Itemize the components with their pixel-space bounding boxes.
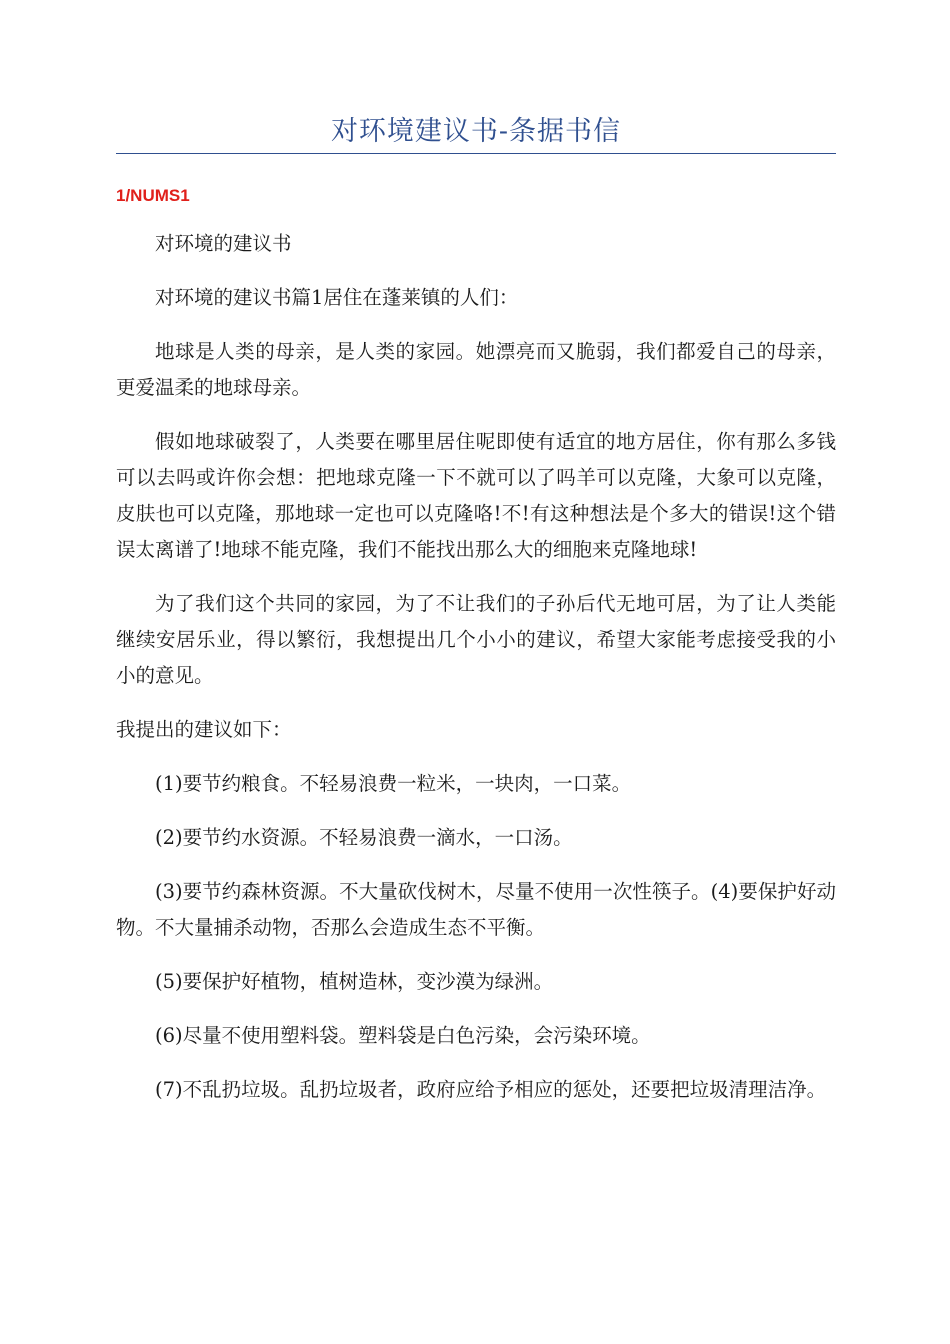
list-item: (1)要节约粮食。不轻易浪费一粒米，一块肉，一口菜。 bbox=[155, 772, 632, 795]
paragraph: 我提出的建议如下： bbox=[116, 718, 292, 741]
paragraph: 假如地球破裂了，人类要在哪里居住呢即使有适宜的地方居住，你有那么多钱可以去吗或许你会想：把地球克隆一下不就可以了吗羊可以克隆，大象可以克隆，皮肤也可以克隆，那地球一定也可以克隆咯!不!有这种想法是个多大的错误!这个错误太离谱了!地球不能克隆，我们不能找出那么大的细胞来克隆地球! bbox=[116, 430, 836, 561]
paragraph: 为了我们这个共同的家园，为了不让我们的子孙后代无地可居，为了让人类能继续安居乐业，得以繁衍，我想提出几个小小的建议，希望大家能考虑接受我的小小的意见。 bbox=[116, 592, 836, 687]
title-divider bbox=[116, 153, 836, 154]
list-item: (2)要节约水资源。不轻易浪费一滴水，一口汤。 bbox=[155, 826, 573, 849]
paragraph: 地球是人类的母亲，是人类的家园。她漂亮而又脆弱，我们都爱自己的母亲，更爱温柔的地球母亲。 bbox=[116, 340, 836, 399]
list-item: (6)尽量不使用塑料袋。塑料袋是白色污染，会污染环境。 bbox=[155, 1024, 651, 1047]
paragraph: 对环境的建议书 bbox=[155, 232, 292, 255]
page-number: 1/NUMS1 bbox=[116, 186, 190, 205]
document-body bbox=[116, 226, 836, 1126]
list-item: (5)要保护好植物，植树造林，变沙漠为绿洲。 bbox=[155, 970, 554, 993]
paragraph: 对环境的建议书篇1居住在蓬莱镇的人们： bbox=[155, 286, 519, 309]
list-item: (7)不乱扔垃圾。乱扔垃圾者，政府应给予相应的惩处，还要把垃圾清理洁净。 bbox=[155, 1078, 827, 1101]
document-title: 对环境建议书-条据书信 bbox=[330, 116, 622, 147]
list-item: (3)要节约森林资源。不大量砍伐树木，尽量不使用一次性筷子。(4)要保护好动物。不大量捕杀动物，否那么会造成生态不平衡。 bbox=[116, 880, 836, 939]
